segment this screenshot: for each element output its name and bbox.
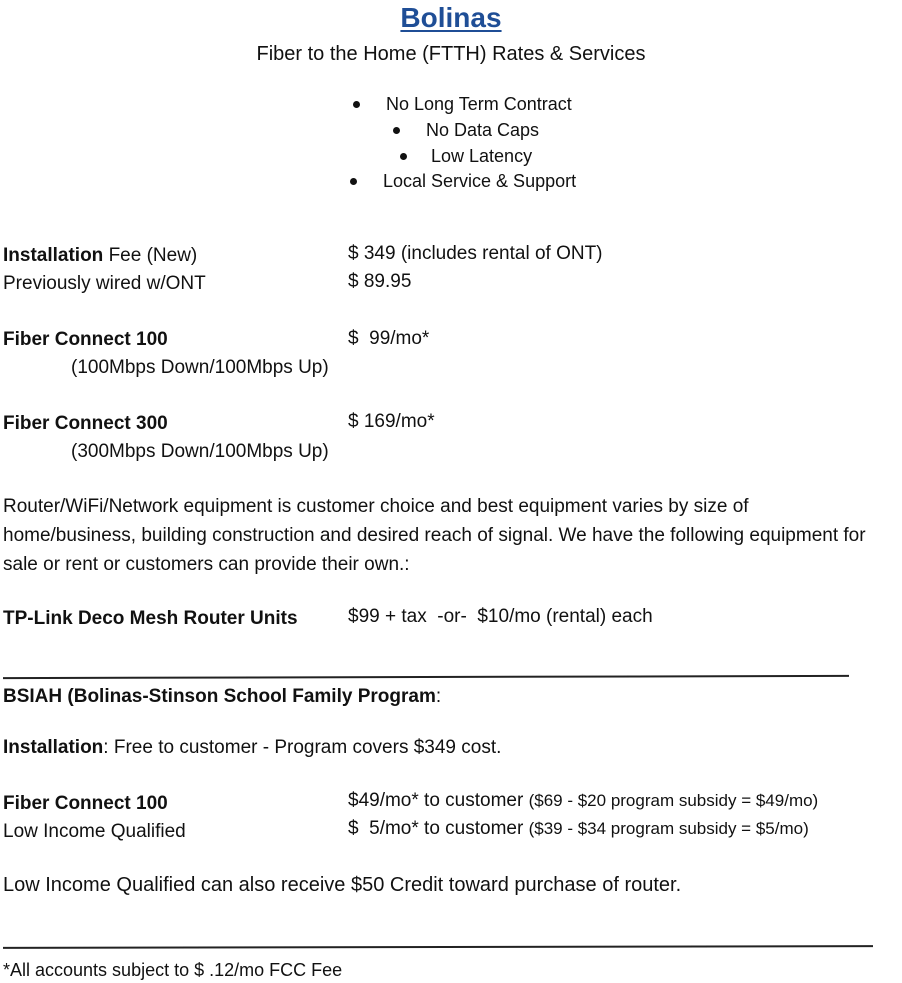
installation-new-price: $ 349 (includes rental of ONT)	[348, 243, 603, 264]
bsiah-plan-price: $ 5/mo* to customer ($39 - $34 program subsidy = $5/mo)	[348, 818, 809, 839]
router-name: TP-Link Deco Mesh Router Units	[3, 608, 298, 629]
plan-name: Fiber Connect 300	[3, 413, 168, 434]
feature-item: Local Service & Support	[350, 171, 576, 192]
equipment-description: Router/WiFi/Network equipment is customer choice and best equipment varies by size of home/business, building construction and desired reach of signal. We have the following equipment for sale or rent or customers can provide their own.:	[3, 496, 866, 575]
section-divider	[3, 675, 849, 679]
bullet-icon	[350, 178, 357, 185]
feature-item: Low Latency	[400, 146, 532, 167]
plan-name: Fiber Connect 100	[3, 329, 168, 350]
bullet-icon	[400, 153, 407, 160]
plan-speed: (100Mbps Down/100Mbps Up)	[71, 357, 329, 378]
bsiah-plan-name: Fiber Connect 100	[3, 793, 168, 814]
installation-prewired-price: $ 89.95	[348, 271, 412, 292]
bullet-icon	[353, 101, 360, 108]
bsiah-plan-name: Low Income Qualified	[3, 821, 186, 842]
plan-price: $ 169/mo*	[348, 411, 435, 432]
plan-price: $ 99/mo*	[348, 328, 430, 349]
bsiah-plan-price: $49/mo* to customer ($69 - $20 program subsidy = $49/mo)	[348, 790, 819, 811]
footer-divider	[3, 945, 873, 948]
plan-speed: (300Mbps Down/100Mbps Up)	[71, 441, 329, 462]
footnote: *All accounts subject to $ .12/mo FCC Fee	[3, 960, 343, 980]
feature-item: No Data Caps	[393, 120, 539, 141]
bsiah-installation: Installation: Free to customer - Program covers $349 cost.	[3, 737, 502, 758]
bsiah-credit-note: Low Income Qualified can also receive $50 Credit toward purchase of router.	[3, 874, 682, 896]
page-title: Bolinas	[400, 2, 502, 33]
router-price: $99 + tax -or- $10/mo (rental) each	[348, 606, 653, 627]
page-subtitle: Fiber to the Home (FTTH) Rates & Services	[256, 43, 646, 65]
bsiah-heading: BSIAH (Bolinas-Stinson School Family Program:	[3, 686, 442, 707]
installation-new-label: Installation Fee (New)	[3, 245, 198, 266]
feature-item: No Long Term Contract	[353, 94, 572, 115]
bullet-icon	[393, 127, 400, 134]
installation-prewired-label: Previously wired w/ONT	[3, 273, 206, 294]
